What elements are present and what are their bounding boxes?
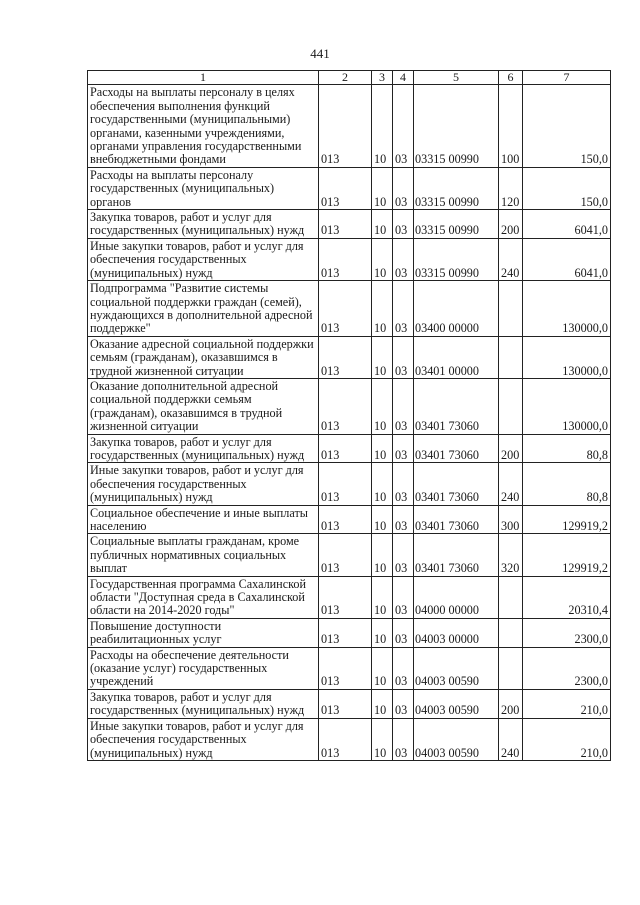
header-cell: 6 [499, 71, 523, 85]
row-amount: 150,0 [523, 85, 611, 167]
row-amount: 2300,0 [523, 618, 611, 647]
row-expense-type [499, 281, 523, 337]
row-section-code: 013 [319, 281, 372, 337]
table-row [88, 505, 611, 534]
row-chapter: 10 [372, 689, 393, 718]
row-expense-type: 240 [499, 238, 523, 280]
row-expense-type: 320 [499, 534, 523, 576]
row-chapter: 10 [372, 238, 393, 280]
row-target-article: 03315 00990 [414, 167, 499, 209]
row-section-code: 013 [319, 463, 372, 505]
row-expense-type: 200 [499, 434, 523, 463]
row-name: Расходы на выплаты персоналу в целях обеспечения выполнения функций государственными (муниципальными) органами, казенными учреждениями, органами управления государственными внебюджетными фондами [88, 85, 319, 167]
row-name: Государственная программа Сахалинской области "Доступная среда в Сахалинской области на 2014-2020 годы" [88, 576, 319, 618]
row-subchapter: 03 [393, 505, 414, 534]
row-expense-type: 200 [499, 210, 523, 239]
row-expense-type [499, 647, 523, 689]
table-row [88, 378, 611, 434]
row-target-article: 03400 00000 [414, 281, 499, 337]
row-name: Социальное обеспечение и иные выплаты населению [88, 505, 319, 534]
row-name: Оказание дополнительной адресной социальной поддержки семьям (гражданам), оказавшимся в трудной жизненной ситуации [88, 378, 319, 434]
row-subchapter: 03 [393, 167, 414, 209]
row-subchapter: 03 [393, 210, 414, 239]
table-row [88, 85, 611, 167]
row-subchapter: 03 [393, 618, 414, 647]
row-amount: 6041,0 [523, 238, 611, 280]
row-target-article: 03401 73060 [414, 505, 499, 534]
row-subchapter: 03 [393, 534, 414, 576]
row-chapter: 10 [372, 336, 393, 378]
row-section-code: 013 [319, 336, 372, 378]
row-section-code: 013 [319, 434, 372, 463]
table-row [88, 718, 611, 760]
row-chapter: 10 [372, 378, 393, 434]
row-target-article: 04003 00590 [414, 647, 499, 689]
row-section-code: 013 [319, 618, 372, 647]
row-chapter: 10 [372, 463, 393, 505]
row-name: Социальные выплаты гражданам, кроме публичных нормативных социальных выплат [88, 534, 319, 576]
row-name: Закупка товаров, работ и услуг для государственных (муниципальных) нужд [88, 689, 319, 718]
row-chapter: 10 [372, 505, 393, 534]
row-chapter: 10 [372, 534, 393, 576]
row-section-code: 013 [319, 534, 372, 576]
row-section-code: 013 [319, 718, 372, 760]
row-target-article: 03401 73060 [414, 534, 499, 576]
row-subchapter: 03 [393, 463, 414, 505]
budget-table [87, 70, 611, 761]
row-section-code: 013 [319, 647, 372, 689]
table-row [88, 167, 611, 209]
row-subchapter: 03 [393, 378, 414, 434]
row-expense-type: 240 [499, 463, 523, 505]
row-section-code: 013 [319, 238, 372, 280]
row-amount: 20310,4 [523, 576, 611, 618]
row-chapter: 10 [372, 718, 393, 760]
row-name: Расходы на выплаты персоналу государственных (муниципальных) органов [88, 167, 319, 209]
row-name: Иные закупки товаров, работ и услуг для обеспечения государственных (муниципальных) нужд [88, 238, 319, 280]
row-section-code: 013 [319, 378, 372, 434]
row-chapter: 10 [372, 167, 393, 209]
row-expense-type: 120 [499, 167, 523, 209]
row-section-code: 013 [319, 689, 372, 718]
row-target-article: 04000 00000 [414, 576, 499, 618]
row-expense-type [499, 618, 523, 647]
table-row [88, 238, 611, 280]
row-section-code: 013 [319, 210, 372, 239]
row-name: Иные закупки товаров, работ и услуг для обеспечения государственных (муниципальных) нужд [88, 463, 319, 505]
header-cell: 5 [414, 71, 499, 85]
row-amount: 210,0 [523, 689, 611, 718]
table-row [88, 576, 611, 618]
row-name: Повышение доступности реабилитационных услуг [88, 618, 319, 647]
row-expense-type: 100 [499, 85, 523, 167]
table-row [88, 336, 611, 378]
row-amount: 150,0 [523, 167, 611, 209]
table-row [88, 618, 611, 647]
header-cell: 7 [523, 71, 611, 85]
table-row [88, 689, 611, 718]
row-name: Закупка товаров, работ и услуг для государственных (муниципальных) нужд [88, 210, 319, 239]
row-target-article: 04003 00590 [414, 718, 499, 760]
row-expense-type [499, 576, 523, 618]
row-section-code: 013 [319, 167, 372, 209]
table-row [88, 647, 611, 689]
row-amount: 129919,2 [523, 505, 611, 534]
row-expense-type [499, 336, 523, 378]
row-subchapter: 03 [393, 281, 414, 337]
row-target-article: 03315 00990 [414, 85, 499, 167]
header-cell: 1 [88, 71, 319, 85]
header-cell: 3 [372, 71, 393, 85]
row-amount: 130000,0 [523, 378, 611, 434]
row-target-article: 03401 73060 [414, 378, 499, 434]
row-chapter: 10 [372, 210, 393, 239]
row-subchapter: 03 [393, 434, 414, 463]
row-expense-type [499, 378, 523, 434]
row-subchapter: 03 [393, 718, 414, 760]
row-subchapter: 03 [393, 647, 414, 689]
row-subchapter: 03 [393, 689, 414, 718]
row-chapter: 10 [372, 281, 393, 337]
row-name: Закупка товаров, работ и услуг для государственных (муниципальных) нужд [88, 434, 319, 463]
table-body [88, 85, 611, 761]
row-amount: 80,8 [523, 434, 611, 463]
row-amount: 2300,0 [523, 647, 611, 689]
row-section-code: 013 [319, 576, 372, 618]
row-subchapter: 03 [393, 576, 414, 618]
row-target-article: 03315 00990 [414, 238, 499, 280]
row-expense-type: 200 [499, 689, 523, 718]
row-amount: 80,8 [523, 463, 611, 505]
row-target-article: 03315 00990 [414, 210, 499, 239]
row-expense-type: 240 [499, 718, 523, 760]
row-name: Оказание адресной социальной поддержки семьям (гражданам), оказавшимся в трудной жизненной ситуации [88, 336, 319, 378]
row-amount: 130000,0 [523, 281, 611, 337]
row-subchapter: 03 [393, 85, 414, 167]
row-amount: 130000,0 [523, 336, 611, 378]
row-chapter: 10 [372, 618, 393, 647]
row-expense-type: 300 [499, 505, 523, 534]
header-cell: 4 [393, 71, 414, 85]
row-name: Расходы на обеспечение деятельности (оказание услуг) государственных учреждений [88, 647, 319, 689]
row-target-article: 03401 73060 [414, 434, 499, 463]
table-row [88, 534, 611, 576]
table-row [88, 210, 611, 239]
row-amount: 210,0 [523, 718, 611, 760]
row-name: Подпрограмма "Развитие системы социальной поддержки граждан (семей), нуждающихся в дополнительной адресной поддержке" [88, 281, 319, 337]
header-cell: 2 [319, 71, 372, 85]
row-name: Иные закупки товаров, работ и услуг для обеспечения государственных (муниципальных) нужд [88, 718, 319, 760]
row-target-article: 04003 00590 [414, 689, 499, 718]
row-chapter: 10 [372, 85, 393, 167]
table-row [88, 281, 611, 337]
row-target-article: 04003 00000 [414, 618, 499, 647]
page-number: 441 [310, 46, 330, 61]
row-amount: 129919,2 [523, 534, 611, 576]
header-row [88, 71, 611, 85]
row-amount: 6041,0 [523, 210, 611, 239]
row-chapter: 10 [372, 434, 393, 463]
row-chapter: 10 [372, 576, 393, 618]
row-target-article: 03401 73060 [414, 463, 499, 505]
row-chapter: 10 [372, 647, 393, 689]
table-row [88, 463, 611, 505]
table-row [88, 434, 611, 463]
row-target-article: 03401 00000 [414, 336, 499, 378]
row-subchapter: 03 [393, 336, 414, 378]
row-subchapter: 03 [393, 238, 414, 280]
row-section-code: 013 [319, 85, 372, 167]
row-section-code: 013 [319, 505, 372, 534]
